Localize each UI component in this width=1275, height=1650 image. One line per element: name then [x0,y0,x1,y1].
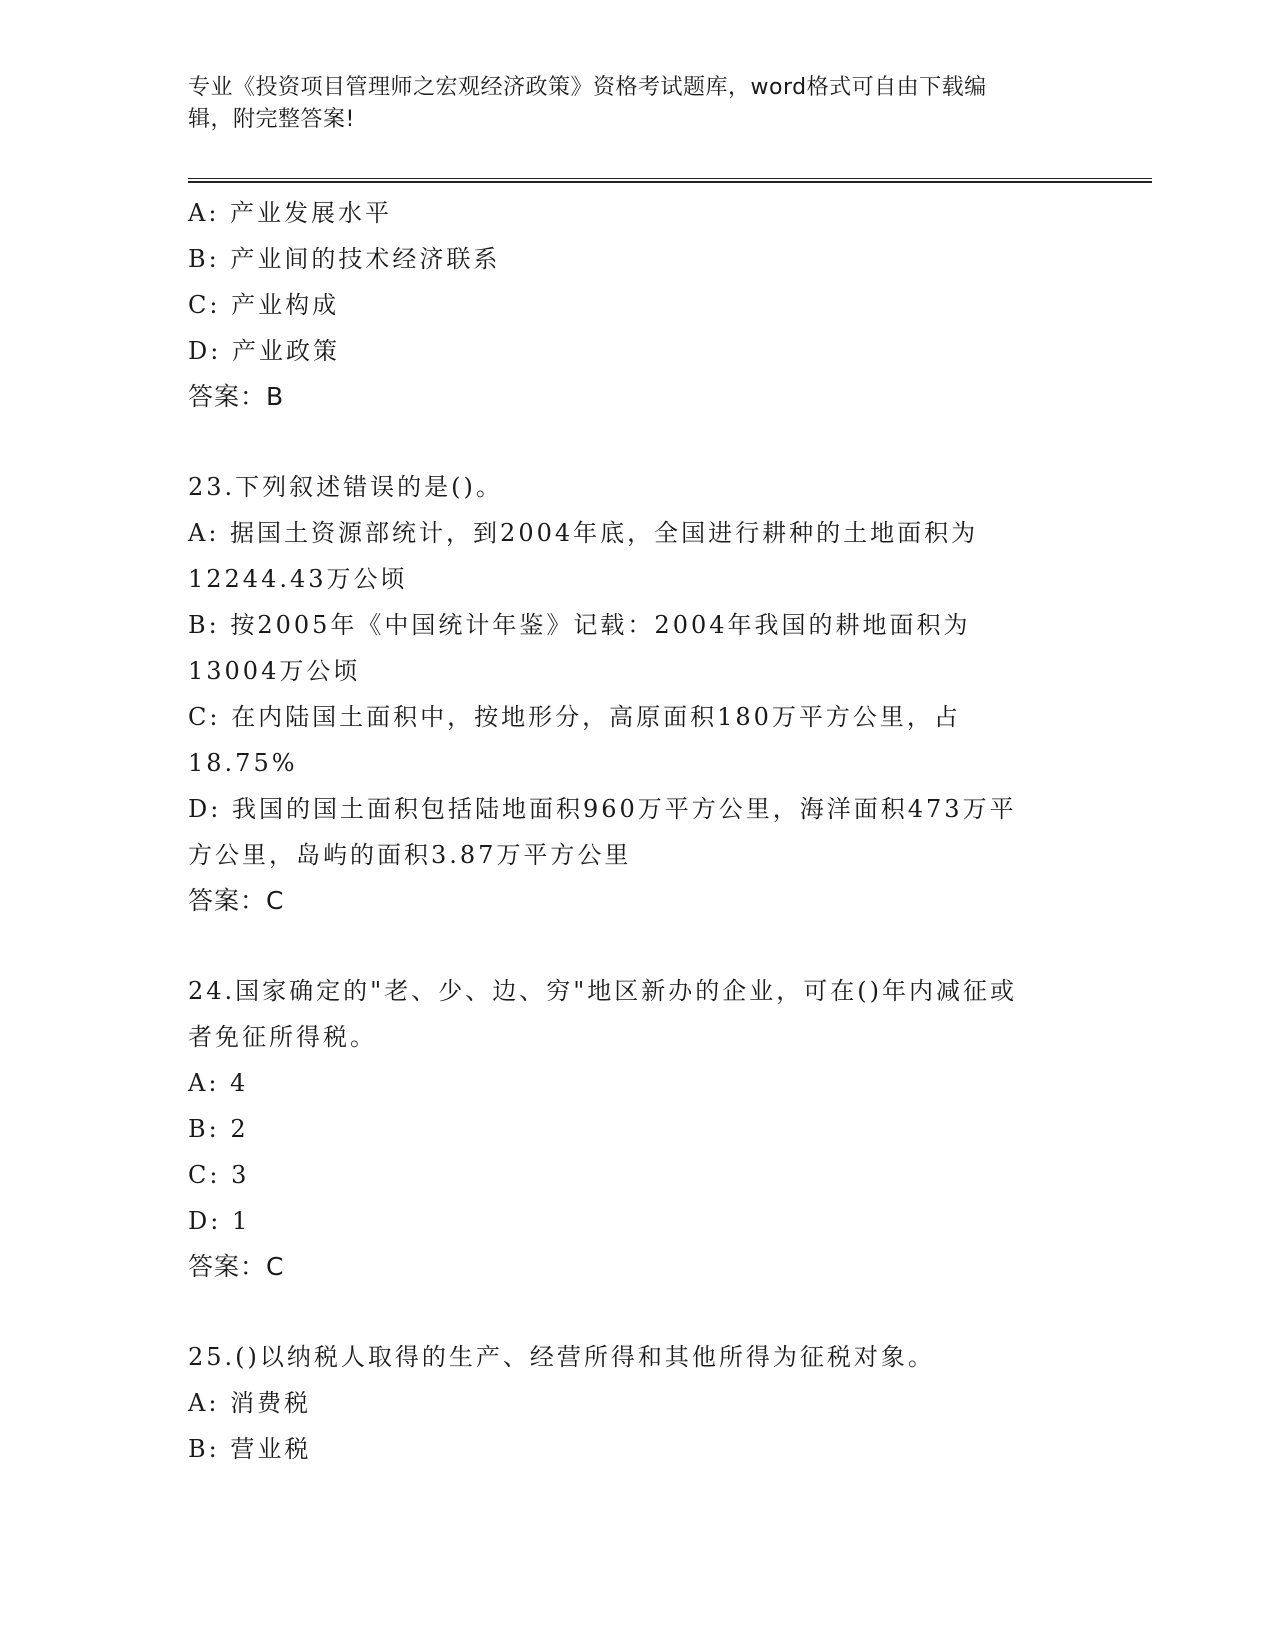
option-c: C: 在内陆国土面积中，按地形分，高原面积180万平方公里，占 [188,703,961,731]
option-a: A: 消费税 [188,1389,312,1417]
option-d-continued: 方公里，岛屿的面积3.87万平方公里 [188,841,632,869]
option-c: C: 3 [188,1161,250,1189]
option-b: B: 按2005年《中国统计年鉴》记载：2004年我国的耕地面积为 [188,611,971,639]
option-b: B: 2 [188,1115,249,1143]
option-b: B: 营业税 [188,1435,312,1463]
option-d: D: 我国的国土面积包括陆地面积960万平方公里，海洋面积473万平 [188,795,1017,823]
document-header [188,72,1088,136]
header-divider [188,178,1152,183]
option-b: B: 产业间的技术经济联系 [188,245,501,273]
answer-line: 答案：C [188,886,285,915]
question-text-continued: 者免征所得税。 [188,1023,377,1051]
option-b-continued: 13004万公顷 [188,657,361,685]
question-23-block [188,464,1088,924]
question-22-block [188,190,1088,420]
question-text: 24.国家确定的"老、少、边、穷"地区新办的企业，可在()年内减征或 [188,977,1017,1005]
option-a: A: 产业发展水平 [188,199,393,227]
question-text: 23.下列叙述错误的是()。 [188,473,503,501]
question-25-block [188,1334,1088,1472]
option-a: A: 据国土资源部统计，到2004年底，全国进行耕种的土地面积为 [188,519,979,547]
header-line-1: 专业《投资项目管理师之宏观经济政策》资格考试题库，word格式可自由下载编 [188,75,987,100]
option-a: A: 4 [188,1069,249,1097]
spacer [188,924,1088,968]
spacer [188,1290,1088,1334]
answer-line: 答案：C [188,1252,285,1281]
option-d: D: 产业政策 [188,337,340,365]
option-a-continued: 12244.43万公顷 [188,565,408,593]
header-line-2: 辑，附完整答案! [188,107,355,132]
question-text: 25.()以纳税人取得的生产、经营所得和其他所得为征税对象。 [188,1343,935,1371]
option-d: D: 1 [188,1207,251,1235]
question-24-block [188,968,1088,1290]
option-c-continued: 18.75% [188,749,298,777]
question-content [188,190,1088,1472]
option-c: C: 产业构成 [188,291,340,319]
spacer [188,420,1088,464]
answer-line: 答案：B [188,382,285,411]
